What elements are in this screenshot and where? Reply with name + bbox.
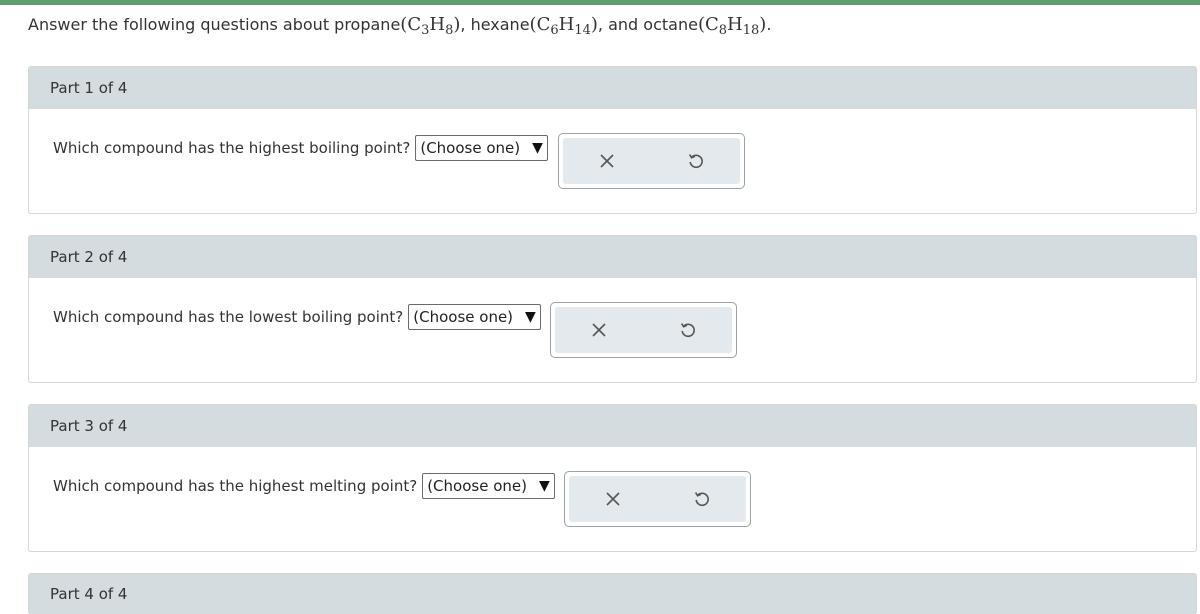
part-3-answer-select[interactable] [422, 473, 555, 499]
intro-end: . [766, 15, 772, 34]
undo-icon[interactable] [692, 489, 712, 509]
intro-lead-text: Answer the following questions about propane [28, 15, 401, 34]
part-2-select-value: (Choose one) [413, 308, 514, 326]
part-3-question-text: Which compound has the highest melting point? [53, 477, 418, 495]
undo-icon[interactable] [686, 151, 706, 171]
part-3-select-value: (Choose one) [427, 477, 527, 495]
part-3-header: Part 3 of 4 [29, 405, 1196, 447]
octane-formula: $(C_8H_{18})$ [697, 14, 767, 38]
dropdown-arrow-icon: ▼ [538, 478, 550, 494]
part-1-answer-tools [558, 133, 745, 189]
part-3-answer-tools [564, 471, 751, 527]
part-1-header: Part 1 of 4 [29, 67, 1196, 109]
part-2-header: Part 2 of 4 [29, 236, 1196, 278]
undo-icon[interactable] [678, 320, 698, 340]
dropdown-arrow-icon: ▼ [525, 309, 536, 325]
part-1-select-value: (Choose one) [420, 139, 521, 157]
question-intro [28, 14, 772, 38]
hexane-formula: $(C_6H_{14})$ [529, 14, 598, 38]
part-1-question [53, 135, 548, 161]
part-2-question [53, 304, 541, 330]
intro-sep-1: , hexane [460, 15, 530, 34]
part-4-header: Part 4 of 4 [29, 574, 1196, 614]
part-2-answer-tools [550, 302, 737, 358]
part-2-answer-select[interactable] [408, 304, 541, 330]
close-icon[interactable] [603, 489, 623, 509]
intro-sep-2: , and octane [597, 15, 698, 34]
part-1-panel [28, 66, 1197, 214]
close-icon[interactable] [597, 151, 617, 171]
propane-formula: $(C_3H_8)$ [400, 14, 461, 38]
part-4-panel [28, 573, 1197, 613]
part-3-panel [28, 404, 1197, 552]
close-icon[interactable] [589, 320, 609, 340]
dropdown-arrow-icon: ▼ [532, 140, 543, 156]
part-1-answer-select[interactable] [415, 135, 548, 161]
part-2-question-text: Which compound has the lowest boiling point? [53, 308, 404, 326]
part-1-question-text: Which compound has the highest boiling point? [53, 139, 411, 157]
part-3-question [53, 473, 555, 499]
top-accent-bar [0, 0, 1200, 5]
part-2-panel [28, 235, 1197, 383]
